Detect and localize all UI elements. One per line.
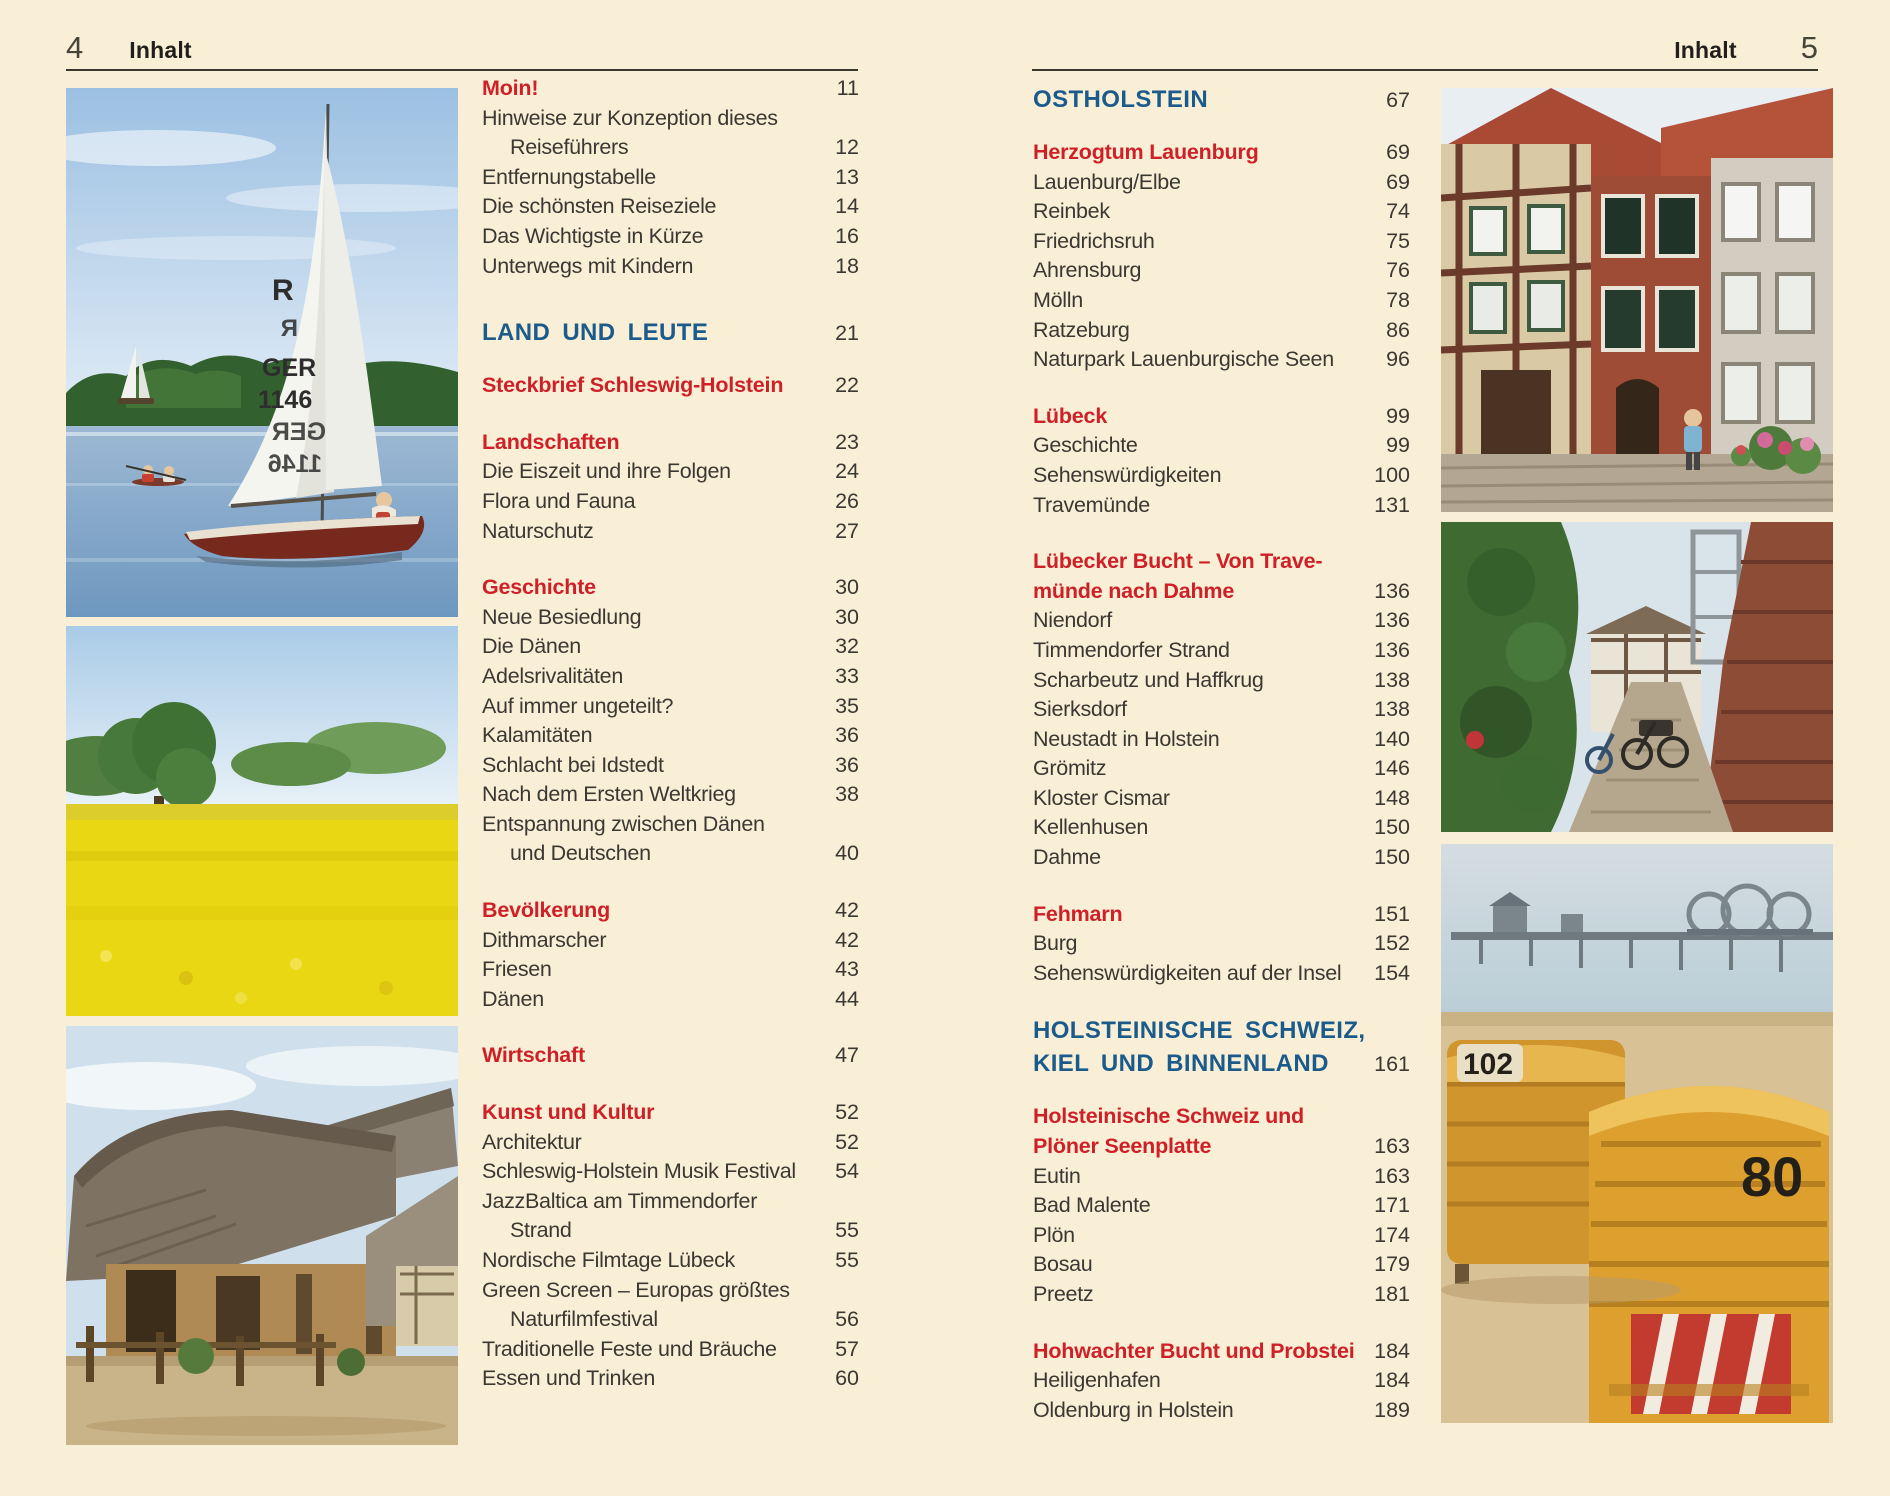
toc-entry-page: 43 (835, 957, 859, 982)
toc-entry-label: Das Wichtigste in Kürze (482, 223, 704, 248)
toc-entry-label: Reiseführers (510, 135, 629, 160)
toc-row (482, 373, 859, 403)
toc-entry-page: 184 (1374, 1368, 1410, 1393)
toc-entry-page: 33 (835, 663, 859, 688)
photo-rapeseed-field (66, 626, 458, 1016)
toc-entry-page: 86 (1386, 317, 1410, 342)
toc-gap (482, 283, 859, 319)
toc-entry-page: 16 (835, 223, 859, 248)
toc-entry-page: 174 (1374, 1222, 1410, 1247)
toc-row (1033, 638, 1410, 668)
toc-entry-page: 189 (1374, 1397, 1410, 1422)
toc-entry-label: Sierksdorf (1033, 697, 1127, 722)
toc-row (1033, 1050, 1410, 1083)
toc-entry-page: 136 (1374, 578, 1410, 603)
toc-entry-label: Lauenburg/Elbe (1033, 169, 1181, 194)
toc-row (1033, 727, 1410, 757)
toc-entry-page: 27 (835, 518, 859, 543)
toc-entry-page: 55 (835, 1218, 859, 1243)
toc-row (1033, 549, 1410, 579)
toc-entry-page: 152 (1374, 931, 1410, 956)
toc-row (1033, 199, 1410, 229)
toc-entry-label: Schleswig-Holstein Musik Festival (482, 1159, 796, 1184)
toc-entry-label: Architektur (482, 1129, 582, 1154)
toc-row (482, 812, 859, 842)
toc-entry-page: 179 (1374, 1252, 1410, 1277)
toc-row (482, 519, 859, 549)
toc-row (1033, 961, 1410, 991)
toc-gap (1033, 377, 1410, 404)
toc-entry-label: Naturschutz (482, 518, 594, 543)
toc-row (482, 76, 859, 106)
toc-entry-page: 148 (1374, 785, 1410, 810)
toc-entry-page: 138 (1374, 667, 1410, 692)
toc-row (482, 1278, 859, 1308)
toc-entry-label: Strand (510, 1218, 572, 1243)
toc-row (482, 634, 859, 664)
historic-street-illustration (1441, 88, 1833, 512)
toc-entry-label: Kalamitäten (482, 723, 593, 748)
toc-entry-label: Landschaften (482, 429, 620, 454)
toc-entry-page: 69 (1386, 140, 1410, 164)
toc-entry-label: Burg (1033, 931, 1078, 956)
toc-gap (482, 871, 859, 898)
toc-row (1033, 229, 1410, 259)
toc-entry-page: 30 (835, 575, 859, 600)
toc-row (482, 135, 859, 165)
toc-row (482, 254, 859, 284)
toc-gap (482, 352, 859, 373)
toc-row (482, 957, 859, 987)
toc-entry-label: Reinbek (1033, 199, 1110, 224)
toc-entry-label: Dahme (1033, 845, 1101, 870)
toc-row (1033, 140, 1410, 170)
toc-entry-label: Steckbrief Schleswig-Holstein (482, 373, 784, 398)
toc-entry-page: 171 (1374, 1193, 1410, 1218)
toc-row (482, 194, 859, 224)
toc-entry-page: 74 (1386, 199, 1410, 224)
toc-row (1033, 608, 1410, 638)
toc-row (1033, 1193, 1410, 1223)
toc-entry-page: 78 (1386, 287, 1410, 312)
toc-gap (1033, 522, 1410, 549)
rapeseed-illustration (66, 626, 458, 1016)
toc-entry-label: Sehenswürdigkeiten auf der Insel (1033, 960, 1342, 985)
folio-number-right: 5 (1800, 30, 1818, 65)
toc-entry-page: 54 (835, 1159, 859, 1184)
toc-row (482, 605, 859, 635)
toc-entry-label: Naturfilmfestival (510, 1307, 658, 1332)
header-title-right: Inhalt (1674, 37, 1737, 63)
toc-entry-page: 32 (835, 634, 859, 659)
page-header-right (1032, 30, 1818, 66)
toc-entry-label: KIEL UND BINNENLAND (1033, 1050, 1329, 1078)
toc-entry-label: Die Dänen (482, 634, 581, 659)
photo-brick-alley (1441, 522, 1833, 832)
sailboat-illustration (66, 88, 458, 617)
toc-row (482, 1100, 859, 1130)
toc-row (482, 1248, 859, 1278)
toc-row (482, 106, 859, 136)
beach-chairs-illustration (1441, 844, 1833, 1423)
toc-entry-page: 52 (835, 1100, 859, 1125)
toc-entry-label: Bosau (1033, 1252, 1093, 1277)
toc-row (482, 987, 859, 1017)
toc-entry-label: Nach dem Ersten Weltkrieg (482, 782, 736, 807)
toc-row (1033, 1252, 1410, 1282)
toc-entry-page: 14 (835, 194, 859, 219)
toc-gap (1033, 119, 1410, 140)
toc-entry-page: 184 (1374, 1338, 1410, 1363)
sail-code-mirrored: GER (271, 418, 326, 446)
toc-row (1033, 258, 1410, 288)
toc-entry-label: Fehmarn (1033, 901, 1123, 926)
toc-row (482, 575, 859, 605)
toc-entry-label: JazzBaltica am Timmendorfer (482, 1188, 758, 1213)
header-title-left: Inhalt (129, 37, 192, 63)
toc-entry-label: Essen und Trinken (482, 1366, 655, 1391)
toc-row (1033, 170, 1410, 200)
toc-entry-page: 18 (835, 253, 859, 278)
toc-entry-label: Lübecker Bucht – Von Trave- (1033, 549, 1323, 574)
toc-row (1033, 756, 1410, 786)
toc-gap (482, 1073, 859, 1100)
toc-entry-page: 99 (1386, 433, 1410, 458)
toc-entry-page: 69 (1386, 169, 1410, 194)
toc-row (1033, 1282, 1410, 1312)
toc-row (482, 928, 859, 958)
toc-row (1033, 1368, 1410, 1398)
toc-entry-page: 163 (1374, 1163, 1410, 1188)
toc-row (482, 1218, 859, 1248)
toc-entry-label: Dänen (482, 986, 544, 1011)
toc-entry-label: Entfernungstabelle (482, 164, 656, 189)
photo-thatched-houses (66, 1026, 458, 1445)
toc-row (1033, 786, 1410, 816)
header-rule-right (1032, 69, 1818, 71)
toc-entry-label: Auf immer ungeteilt? (482, 693, 674, 718)
toc-entry-label: Adelsrivalitäten (482, 663, 623, 688)
toc-entry-label: Hohwachter Bucht und Probstei (1033, 1338, 1355, 1363)
toc-row (482, 430, 859, 460)
toc-entry-label: Neustadt in Holstein (1033, 726, 1220, 751)
toc-entry-label: OSTHOLSTEIN (1033, 86, 1209, 113)
toc-entry-label: Preetz (1033, 1282, 1094, 1306)
folio-number-left: 4 (66, 30, 84, 65)
toc-entry-label: Green Screen – Europas größtes (482, 1277, 790, 1302)
toc-gap (482, 1016, 859, 1043)
toc-row (482, 841, 859, 871)
toc-row (482, 753, 859, 783)
toc-entry-page: 11 (836, 76, 859, 100)
sail-number: 1146 (258, 386, 313, 414)
toc-row (482, 1159, 859, 1189)
photo-sailboat-on-lake (66, 88, 458, 617)
toc-row (482, 694, 859, 724)
toc-row (1033, 931, 1410, 961)
toc-entry-label: Traditionelle Feste und Bräuche (482, 1336, 777, 1361)
toc-entry-page: 36 (835, 752, 859, 777)
toc-row (1033, 845, 1410, 875)
toc-entry-label: Grömitz (1033, 756, 1107, 781)
toc-entry-label: Eutin (1033, 1163, 1081, 1188)
photo-beach-chairs (1441, 844, 1833, 1423)
toc-entry-page: 40 (835, 841, 859, 866)
toc-entry-page: 67 (1386, 88, 1410, 112)
toc-entry-page: 22 (835, 373, 859, 398)
toc-row (1033, 86, 1410, 119)
toc-entry-page: 42 (835, 927, 859, 952)
toc-row (1033, 1223, 1410, 1253)
toc-row (1033, 579, 1410, 609)
toc-entry-page: 36 (835, 723, 859, 748)
toc-row (1033, 318, 1410, 348)
thatched-houses-illustration (66, 1026, 458, 1445)
toc-entry-page: 181 (1374, 1282, 1410, 1306)
toc-entry-label: Oldenburg in Holstein (1033, 1397, 1234, 1422)
toc-entry-page: 44 (835, 986, 859, 1011)
header-rule-left (66, 69, 858, 71)
toc-entry-page: 161 (1374, 1052, 1410, 1077)
toc-gap (1033, 1312, 1410, 1339)
toc-entry-page: 12 (835, 135, 859, 160)
toc-entry-page: 131 (1374, 492, 1410, 517)
toc-entry-label: Scharbeutz und Haffkrug (1033, 667, 1264, 692)
toc-entry-label: Bad Malente (1033, 1193, 1151, 1218)
toc-entry-page: 56 (835, 1307, 859, 1332)
toc-entry-page: 154 (1374, 960, 1410, 985)
toc-gap (482, 403, 859, 430)
sail-letter: R (272, 274, 294, 307)
toc-entry-page: 140 (1374, 726, 1410, 751)
toc-row (1033, 697, 1410, 727)
toc-entry-label: Kunst und Kultur (482, 1100, 655, 1125)
toc-entry-label: Entspannung zwischen Dänen (482, 811, 765, 836)
toc-entry-label: Holsteinische Schweiz und (1033, 1104, 1304, 1129)
toc-row (482, 459, 859, 489)
toc-entry-page: 100 (1374, 462, 1410, 487)
toc-row (482, 1043, 859, 1073)
toc-row (482, 1130, 859, 1160)
toc-entry-page: 75 (1386, 228, 1410, 253)
toc-entry-label: Lübeck (1033, 403, 1108, 428)
toc-entry-page: 47 (835, 1043, 859, 1068)
toc-row (1033, 404, 1410, 434)
toc-entry-label: Ratzeburg (1033, 317, 1130, 342)
toc-entry-page: 24 (835, 459, 859, 484)
toc-row (1033, 288, 1410, 318)
toc-entry-label: Heiligenhafen (1033, 1368, 1161, 1393)
toc-entry-label: Hinweise zur Konzeption dieses (482, 105, 778, 130)
toc-row (482, 723, 859, 753)
toc-entry-page: 60 (835, 1366, 859, 1391)
toc-row (482, 782, 859, 812)
toc-entry-label: Plön (1033, 1222, 1075, 1247)
toc-entry-page: 42 (835, 898, 859, 923)
toc-entry-page: 99 (1386, 403, 1410, 428)
toc-row (1033, 347, 1410, 377)
toc-entry-page: 151 (1374, 901, 1410, 926)
toc-entry-page: 57 (835, 1336, 859, 1361)
toc-entry-page: 30 (835, 604, 859, 629)
toc-entry-label: Ahrensburg (1033, 258, 1142, 283)
toc-row (1033, 1398, 1410, 1428)
toc-entry-label: Mölln (1033, 287, 1083, 312)
sail-letter-mirrored: R (280, 315, 298, 342)
toc-entry-page: 150 (1374, 815, 1410, 840)
toc-entry-label: Die schönsten Reiseziele (482, 194, 717, 219)
toc-entry-label: Moin! (482, 76, 539, 100)
toc-row (482, 898, 859, 928)
toc-gap (482, 548, 859, 575)
beach-chair-number-left: 102 (1463, 1048, 1514, 1081)
toc-gap (1033, 1083, 1410, 1104)
toc-entry-page: 76 (1386, 258, 1410, 283)
toc-entry-label: Travemünde (1033, 492, 1150, 517)
toc-entry-label: Herzogtum Lauenburg (1033, 140, 1259, 164)
toc-entry-label: Geschichte (1033, 433, 1138, 458)
toc-row (1033, 1339, 1410, 1369)
toc-entry-page: 13 (835, 164, 859, 189)
toc-row (1033, 463, 1410, 493)
toc-row (482, 1366, 859, 1396)
toc-entry-page: 146 (1374, 756, 1410, 781)
toc-row (482, 1337, 859, 1367)
toc-gap (1033, 875, 1410, 902)
toc-entry-label: Wirtschaft (482, 1043, 585, 1068)
toc-entry-page: 163 (1374, 1134, 1410, 1159)
toc-row (1033, 1104, 1410, 1134)
toc-row (1033, 815, 1410, 845)
toc-gap (1033, 990, 1410, 1017)
beach-chair-number-right: 80 (1741, 1145, 1804, 1208)
page-header-left (66, 30, 858, 66)
toc-entry-page: 96 (1386, 347, 1410, 372)
brick-alley-illustration (1441, 522, 1833, 832)
toc-entry-label: Sehenswürdigkeiten (1033, 462, 1222, 487)
toc-row (1033, 433, 1410, 463)
toc-entry-label: und Deutschen (510, 841, 651, 866)
toc-entry-label: Plöner Seenplatte (1033, 1134, 1212, 1159)
toc-row (482, 319, 859, 352)
toc-entry-label: Geschichte (482, 575, 596, 600)
toc-row (482, 664, 859, 694)
toc-row (482, 489, 859, 519)
toc-column-left (482, 76, 859, 1396)
toc-entry-page: 136 (1374, 637, 1410, 662)
toc-entry-label: Die Eiszeit und ihre Folgen (482, 459, 731, 484)
toc-row (1033, 1134, 1410, 1164)
toc-entry-page: 35 (835, 693, 859, 718)
photo-historic-street (1441, 88, 1833, 512)
toc-column-right (1033, 86, 1410, 1427)
toc-entry-page: 136 (1374, 608, 1410, 633)
toc-entry-label: Schlacht bei Idstedt (482, 752, 664, 777)
toc-entry-label: HOLSTEINISCHE SCHWEIZ, (1033, 1017, 1366, 1045)
toc-row (1033, 1017, 1410, 1050)
sail-code: GER (262, 354, 317, 382)
toc-entry-label: Bevölkerung (482, 898, 611, 923)
toc-entry-label: Timmendorfer Strand (1033, 637, 1230, 662)
toc-entry-label: Friesen (482, 957, 552, 982)
toc-entry-page: 21 (835, 321, 859, 346)
toc-entry-page: 150 (1374, 845, 1410, 870)
toc-row (1033, 668, 1410, 698)
toc-entry-label: Kloster Cismar (1033, 785, 1170, 810)
toc-entry-page: 26 (835, 488, 859, 513)
toc-entry-label: Dithmarscher (482, 927, 607, 952)
toc-row (482, 165, 859, 195)
toc-entry-label: Kellenhusen (1033, 815, 1149, 840)
toc-entry-page: 55 (835, 1248, 859, 1272)
toc-entry-label: münde nach Dahme (1033, 578, 1235, 603)
toc-entry-page: 52 (835, 1129, 859, 1154)
toc-entry-label: Neue Besiedlung (482, 604, 642, 629)
toc-row (1033, 902, 1410, 932)
toc-entry-page: 23 (835, 429, 859, 454)
toc-entry-page: 38 (835, 782, 859, 807)
toc-entry-label: Niendorf (1033, 608, 1112, 633)
toc-row (1033, 493, 1410, 523)
toc-entry-page: 138 (1374, 697, 1410, 722)
toc-row (1033, 1164, 1410, 1194)
toc-row (482, 1189, 859, 1219)
toc-entry-label: Naturpark Lauenburgische Seen (1033, 347, 1334, 372)
toc-entry-label: Flora und Fauna (482, 488, 636, 513)
toc-entry-label: Unterwegs mit Kindern (482, 253, 694, 278)
toc-row (482, 224, 859, 254)
toc-entry-label: LAND UND LEUTE (482, 319, 709, 347)
toc-entry-label: Nordische Filmtage Lübeck (482, 1248, 736, 1272)
sail-number-mirrored: 1146 (267, 450, 322, 478)
toc-entry-label: Friedrichsruh (1033, 228, 1155, 253)
toc-row (482, 1307, 859, 1337)
